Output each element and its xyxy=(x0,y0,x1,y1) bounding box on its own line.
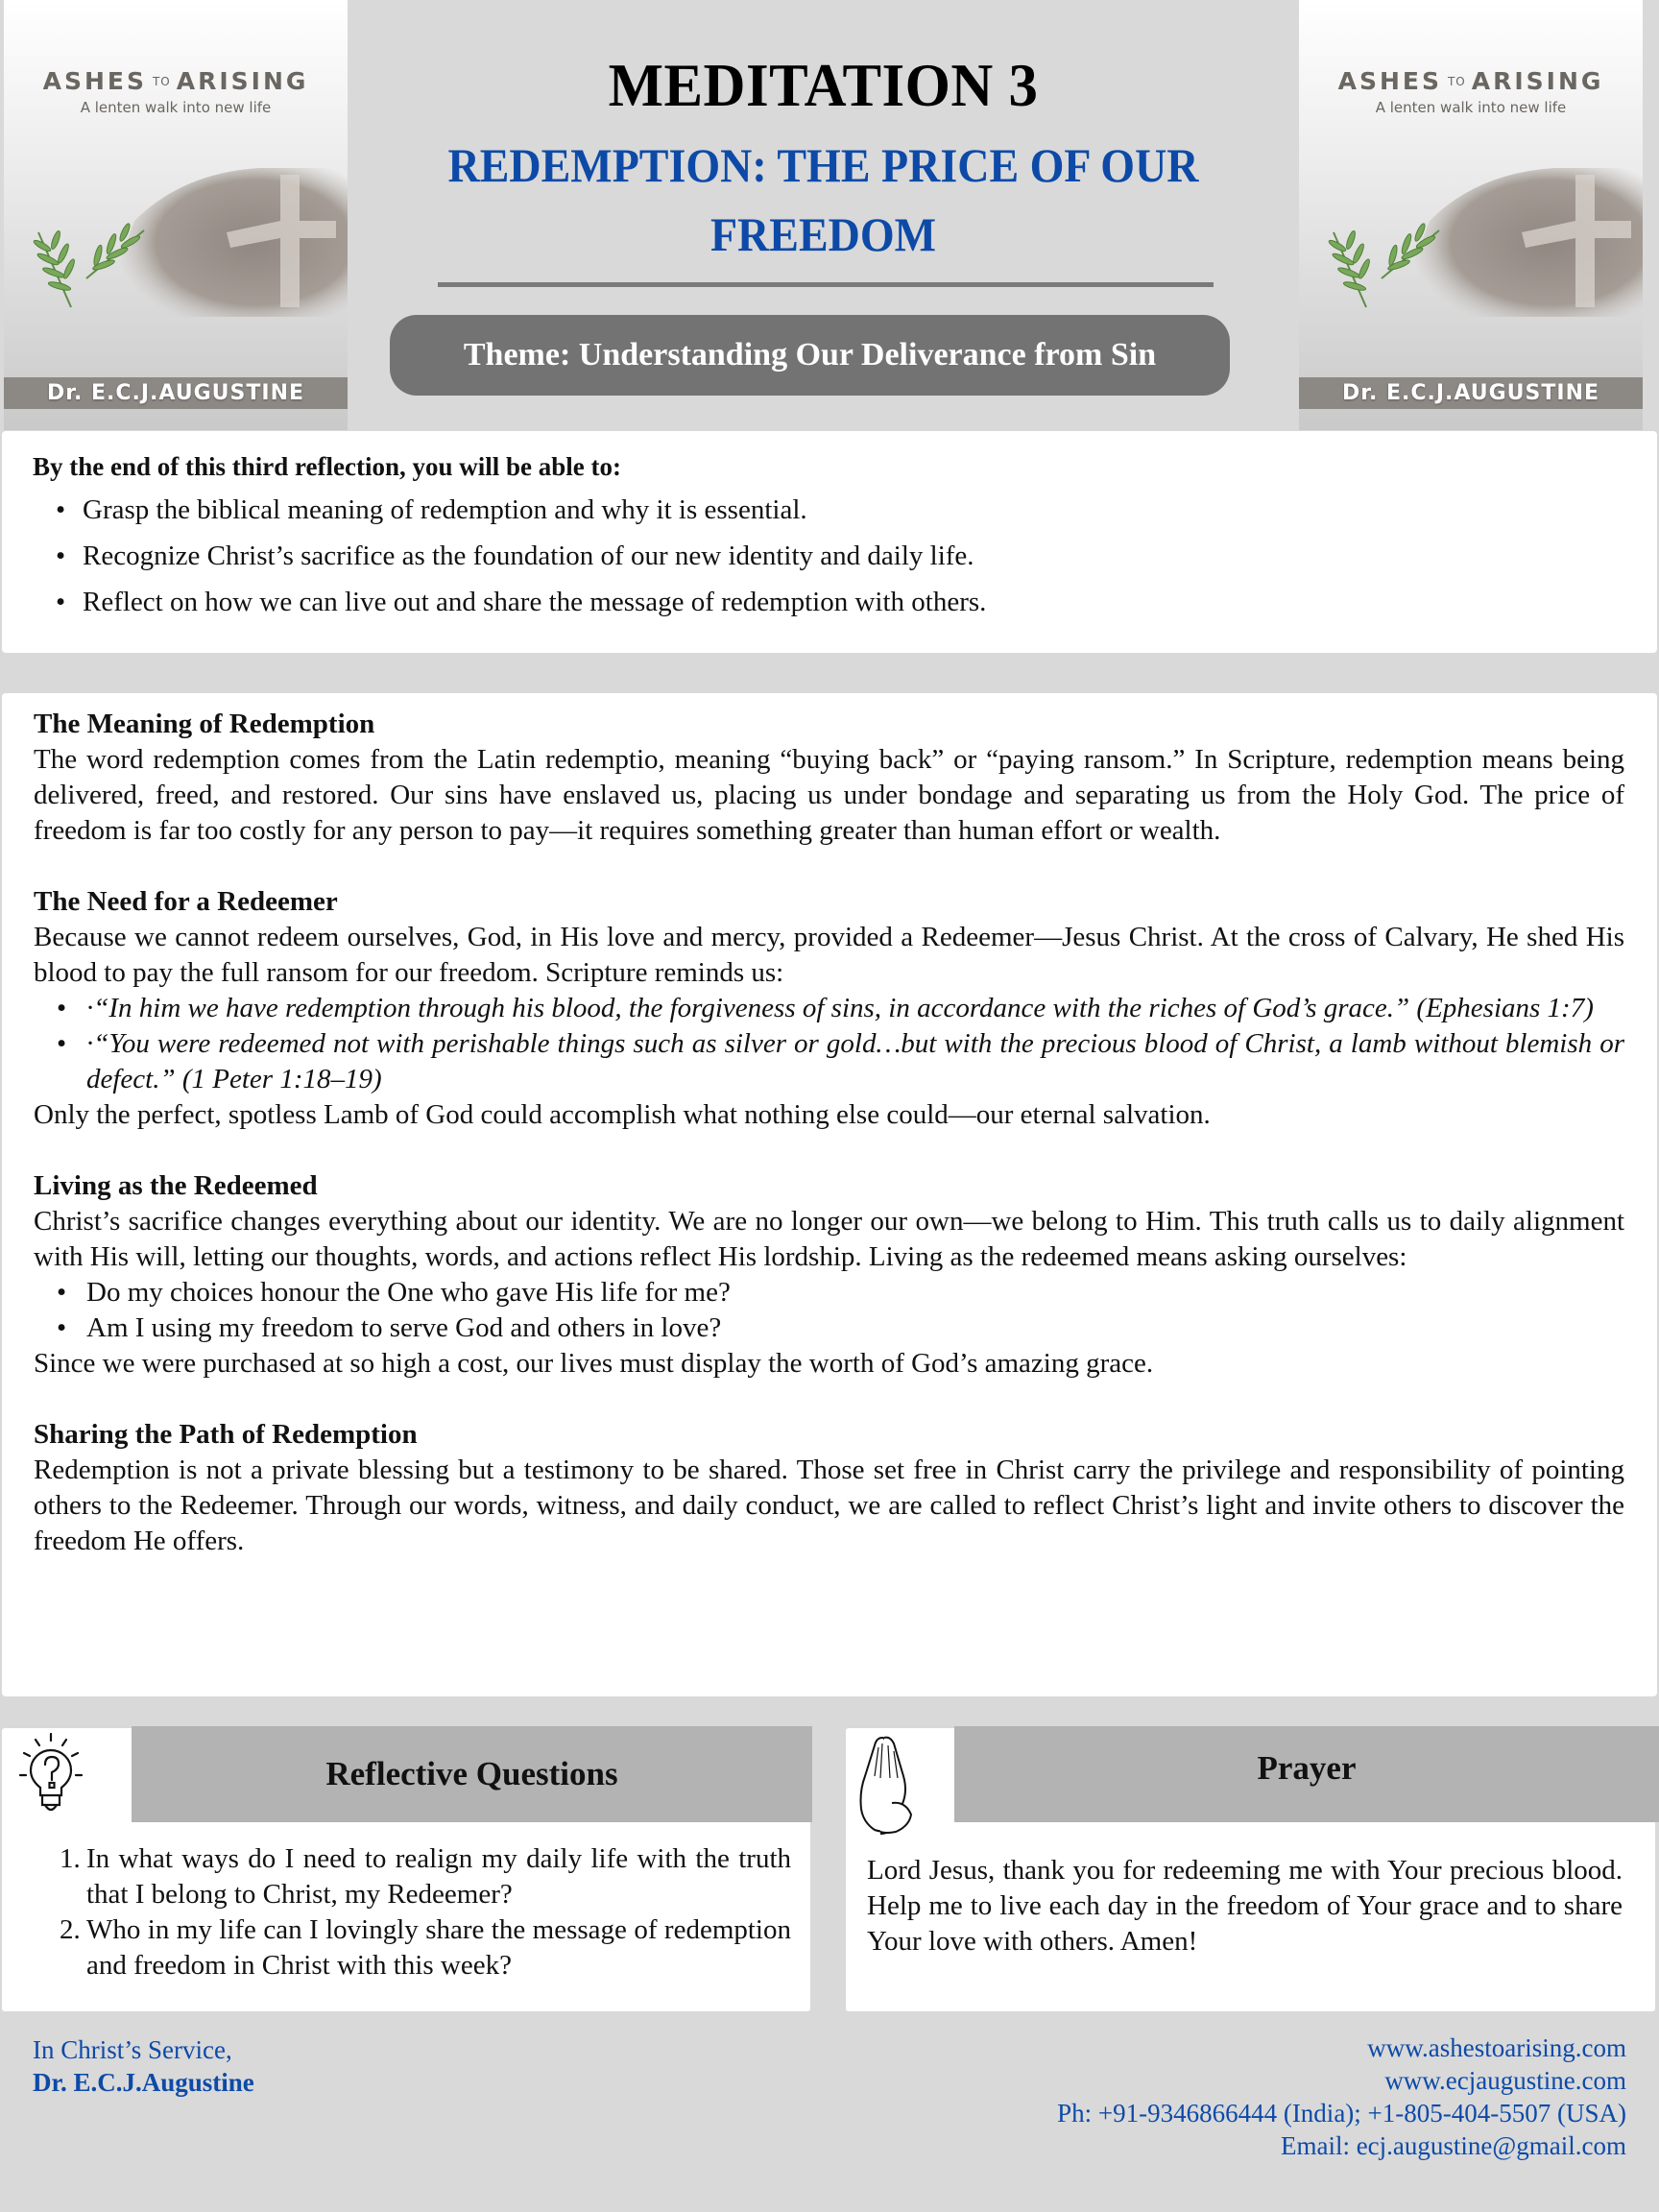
section-title: The Meaning of Redemption xyxy=(34,709,375,739)
self-question: • Do my choices honour the One who gave His life for me? xyxy=(57,1277,731,1308)
prayer-card xyxy=(846,1728,1655,2011)
prayer-title: Prayer xyxy=(954,1726,1659,1822)
reflective-question: 1. In what ways do I need to realign my daily life with the truth that I belong to Christ, my Redeemer? xyxy=(60,1843,791,1910)
scripture-quote: • ·“You were redeemed not with perishable things such as silver or gold…but with the precious blood of Christ, a lamb without blemish or defect.” (1 Peter 1:18–19) xyxy=(57,1028,1624,1094)
signature-name: Dr. E.C.J.Augustine xyxy=(33,2068,254,2097)
objectives-heading: By the end of this third reflection, you will be able to: xyxy=(33,452,621,481)
theme-banner: Theme: Understanding Our Deliverance from Sin xyxy=(390,315,1230,396)
scripture-quote: • ·“In him we have redemption through his blood, the forgiveness of sins, in accordance with the riches of God’s grace.” (Ephesians 1:7) xyxy=(57,993,1594,1023)
phone-numbers[interactable]: Ph: +91-9346866444 (India); +1-805-404-5507 (USA) xyxy=(1057,2099,1626,2128)
signature-block xyxy=(33,2033,254,2099)
ash-cross-palm-illustration xyxy=(29,163,348,326)
cover-tagline: A lenten walk into new life xyxy=(1375,99,1567,116)
ash-cross-palm-illustration xyxy=(1324,163,1643,326)
scripture-quote-list xyxy=(34,991,1624,1097)
cover-author-band: Dr. E.C.J.AUGUSTINE xyxy=(1299,377,1643,409)
contact-block xyxy=(1057,2032,1626,2162)
objective-item: • Grasp the biblical meaning of redemption and why it is essential. xyxy=(56,494,807,525)
section-need-for-redeemer xyxy=(34,884,1624,1133)
self-question-list xyxy=(34,1275,1624,1346)
reflective-questions-card xyxy=(2,1728,810,2011)
section-closing: Since we were purchased at so high a cost, our lives must display the worth of God’s amazing grace. xyxy=(34,1348,1154,1379)
cover-brand: ASHES TO ARISING xyxy=(42,67,309,95)
reflective-question: 2. Who in my life can I lovingly share the message of redemption and freedom in Christ with this week? xyxy=(60,1914,791,1981)
section-closing: Only the perfect, spotless Lamb of God could accomplish what nothing else could—our eternal salvation. xyxy=(34,1099,1211,1130)
reflective-questions-title: Reflective Questions xyxy=(132,1726,812,1822)
praying-hands-icon xyxy=(854,1734,913,1839)
meditation-subtitle: REDEMPTION: THE PRICE OF OUR FREEDOM xyxy=(447,138,1199,261)
meditation-body xyxy=(2,693,1657,1696)
book-cover-left xyxy=(4,0,348,430)
section-living-as-redeemed xyxy=(34,1168,1624,1382)
section-title: Living as the Redeemed xyxy=(34,1170,318,1201)
prayer-text: Lord Jesus, thank you for redeeming me with Your precious blood. Help me to live each day in the freedom of Your grace and to share Your love with others. Amen! xyxy=(867,1855,1623,1957)
objective-item: • Recognize Christ’s sacrifice as the foundation of our new identity and daily life. xyxy=(56,541,974,571)
email-link[interactable]: Email: ecj.augustine@gmail.com xyxy=(1280,2131,1626,2160)
section-paragraph: Because we cannot redeem ourselves, God, in His love and mercy, provided a Redeemer—Jesus Christ. At the cross of Calvary, He shed His blood to pay the full ransom for our freedom. Scripture reminds us: xyxy=(34,922,1624,988)
learning-objectives xyxy=(2,431,1657,653)
section-meaning-of-redemption xyxy=(34,707,1624,849)
website-link-ashestoarising[interactable]: www.ashestoarising.com xyxy=(1367,2033,1626,2062)
cover-tagline: A lenten walk into new life xyxy=(80,99,272,116)
objective-item: • Reflect on how we can live out and share the message of redemption with others. xyxy=(56,587,987,617)
signature-closing: In Christ’s Service, xyxy=(33,2035,232,2064)
cover-author-band: Dr. E.C.J.AUGUSTINE xyxy=(4,377,348,409)
section-title: Sharing the Path of Redemption xyxy=(34,1419,418,1450)
objectives-list xyxy=(33,487,1647,625)
self-question: • Am I using my freedom to serve God and others in love? xyxy=(57,1312,722,1343)
book-cover-right xyxy=(1299,0,1643,430)
website-link-ecjaugustine[interactable]: www.ecjaugustine.com xyxy=(1384,2066,1626,2095)
section-title: The Need for a Redeemer xyxy=(34,886,338,917)
header-divider xyxy=(438,282,1214,287)
lightbulb-question-icon xyxy=(17,1730,84,1826)
section-paragraph: Christ’s sacrifice changes everything about our identity. We are no longer our own—we belong to Him. This truth calls us to daily alignment with His will, letting our thoughts, words, and actions reflect His lordship. Living as the redeemed means asking ourselves: xyxy=(34,1206,1624,1272)
reflective-questions-list xyxy=(40,1841,791,1984)
page-header xyxy=(348,0,1299,430)
section-paragraph: Redemption is not a private blessing but a testimony to be shared. Those set free in Christ carry the privilege and responsibility of pointing others to the Redeemer. Through our words, witness, and daily conduct, we are called to reflect Christ’s light and invite others to discover the freedom He offers. xyxy=(34,1455,1624,1556)
section-sharing-path xyxy=(34,1417,1624,1559)
meditation-title: MEDITATION 3 xyxy=(608,51,1039,119)
cover-brand: ASHES TO ARISING xyxy=(1337,67,1604,95)
section-paragraph: The word redemption comes from the Latin redemptio, meaning “buying back” or “paying ransom.” In Scripture, redemption means being delivered, freed, and restored. Our sins have enslaved us, placing us under bondage and separating us from the Holy God. The price of freedom is far too costly for any person to pay—it requires something greater than human effort or wealth. xyxy=(34,744,1624,846)
